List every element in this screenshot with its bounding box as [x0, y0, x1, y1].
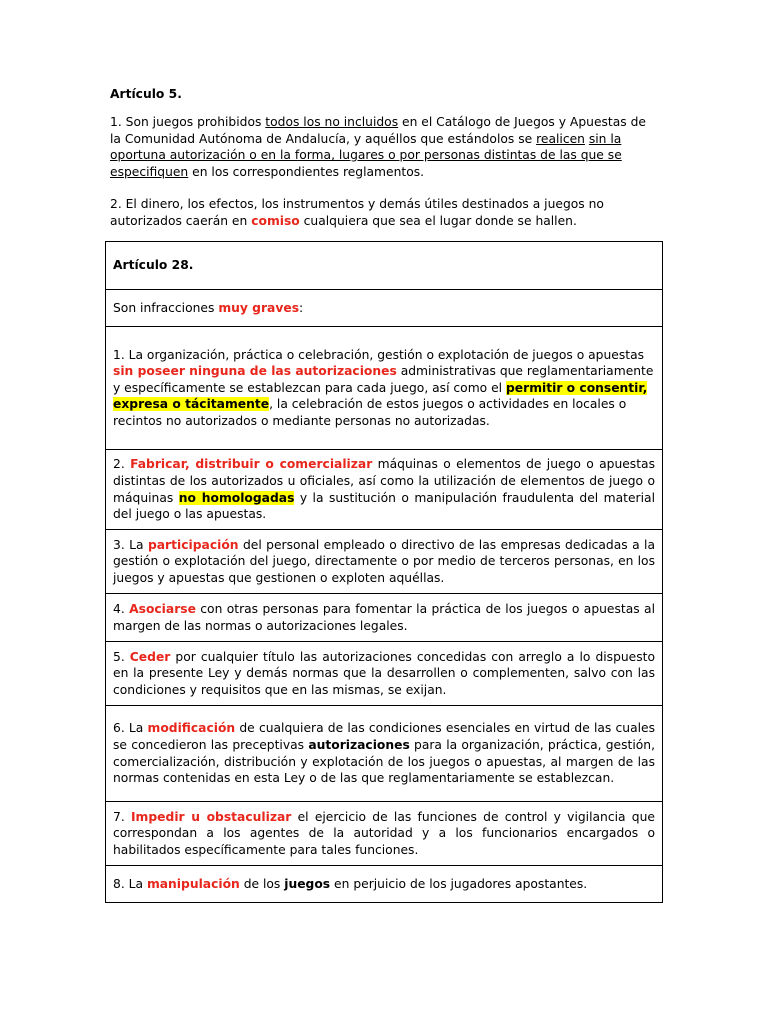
emphasis-red: participación	[147, 537, 239, 552]
table-row	[106, 594, 663, 642]
text: y la sustitución o manipulación fraudulenta del material del juego o las apuestas.	[113, 490, 655, 522]
article-28-title	[106, 242, 663, 290]
article-28-table	[105, 241, 663, 903]
emphasis-red: Asociarse	[129, 601, 196, 616]
table-row	[106, 706, 663, 802]
text: para la organización, práctica, gestión, comercialización, distribución y explotación de los juegos o apuestas, al margen de las normas contenidas en esta Ley o de las que reglamentariamente se establezcan.	[113, 737, 655, 786]
highlighted-text: no homologadas	[178, 490, 295, 505]
table-row	[106, 327, 663, 450]
article-5-paragraph-2	[110, 196, 655, 229]
text: 2. El dinero, los efectos, los instrumentos y demás útiles destinados a juegos no autorizados caerán en	[110, 197, 604, 228]
text: 1. La organización, práctica o celebración, gestión o explotación de juegos o apuestas	[113, 347, 645, 362]
underlined-text: realicen	[536, 131, 585, 146]
emphasis-red: Fabricar, distribuir o comercializar	[130, 457, 373, 472]
text: 1. Son juegos prohibidos	[110, 115, 266, 129]
text: en los correspondientes reglamentos.	[188, 164, 425, 179]
table-row	[106, 642, 663, 706]
text: 6. La	[113, 721, 148, 736]
text: cualquiera que sea el lugar donde se hallen.	[299, 213, 577, 228]
text: de cualquiera de las condiciones esenciales en virtud de las cuales se concedieron las preceptivas	[113, 721, 655, 752]
emphasis-red: Ceder	[129, 649, 171, 664]
text: en perjuicio de los jugadores apostantes.	[330, 876, 588, 891]
infraction-item-2	[106, 450, 663, 530]
table-row	[106, 450, 663, 530]
text: Son infracciones	[113, 300, 219, 315]
text: con otras personas para fomentar la práctica de los juegos o apuestas al margen de las normas o autorizaciones legales.	[113, 601, 655, 633]
emphasis-red: muy graves	[218, 300, 300, 315]
infraction-item-8	[106, 866, 663, 903]
text: por cualquier título las autorizaciones concedidas con arreglo a lo dispuesto en la presente Ley y demás normas que la desarrollen o complementen, salvo con las condiciones y requisitos que en las mismas, se exijan.	[113, 649, 655, 697]
text: 8. La	[113, 876, 147, 891]
text: en el Catálogo de Juegos y Apuestas de la Comunidad Autónoma de Andalucía, y aquéllos que estándolos se	[110, 115, 646, 146]
article-28-intro	[106, 290, 663, 327]
infraction-item-1	[106, 327, 663, 450]
highlighted-text: permitir o consentir, expresa o tácitamente	[113, 380, 648, 412]
article-5-title: Artículo 5.	[110, 87, 182, 101]
infraction-item-5	[106, 642, 663, 706]
emphasis-red: manipulación	[146, 876, 240, 891]
text: del personal empleado o directivo de las empresas dedicadas a la gestión o explotación del juego, directamente o por medio de terceros personas, en los juegos y apuestas que gestionen o exploten aquéllas.	[113, 537, 655, 585]
table-row	[106, 802, 663, 866]
text: 7.	[113, 809, 131, 824]
bold-text: juegos	[284, 876, 331, 891]
text: , la celebración de estos juegos o actividades en locales o recintos no autorizados o mediante personas no autorizadas.	[113, 397, 627, 428]
underlined-text: sin la oportuna autorización o en la forma, lugares o por personas distintas de las que se especifiquen	[110, 131, 622, 179]
text: administrativas que reglamentariamente y específicamente se establezcan para cada juego, así como el	[113, 364, 654, 395]
text: máquinas o elementos de juego o apuestas distintas de los autorizados u oficiales, así como la utilización de elementos de juego o máquinas	[113, 457, 655, 505]
bold-text: autorizaciones	[308, 737, 410, 752]
table-row	[106, 290, 663, 327]
article-5-paragraph-1	[110, 114, 655, 180]
text: 5.	[113, 649, 130, 664]
emphasis-red: comiso	[251, 213, 300, 228]
infraction-item-6	[106, 706, 663, 802]
text: 3. La	[113, 537, 148, 552]
infraction-item-7	[106, 802, 663, 866]
table-row	[106, 866, 663, 903]
emphasis-red: Impedir u obstaculizar	[130, 809, 292, 824]
infraction-item-3	[106, 530, 663, 594]
text: el ejercicio de las funciones de control y vigilancia que correspondan a los agentes de la autoridad y a los funcionarios encargados o habilitados específicamente para tales funciones.	[113, 809, 655, 857]
text: 4.	[113, 601, 130, 616]
underlined-text: todos los no incluidos	[265, 115, 399, 129]
title-text: Artículo 28.	[113, 258, 194, 273]
text: 2.	[113, 457, 131, 472]
infraction-item-4	[106, 594, 663, 642]
table-row	[106, 242, 663, 290]
text: :	[299, 300, 304, 315]
text: de los	[239, 876, 285, 891]
table-row	[106, 530, 663, 594]
emphasis-red: modificación	[147, 721, 236, 736]
emphasis-red: sin poseer ninguna de las autorizaciones	[113, 364, 397, 379]
